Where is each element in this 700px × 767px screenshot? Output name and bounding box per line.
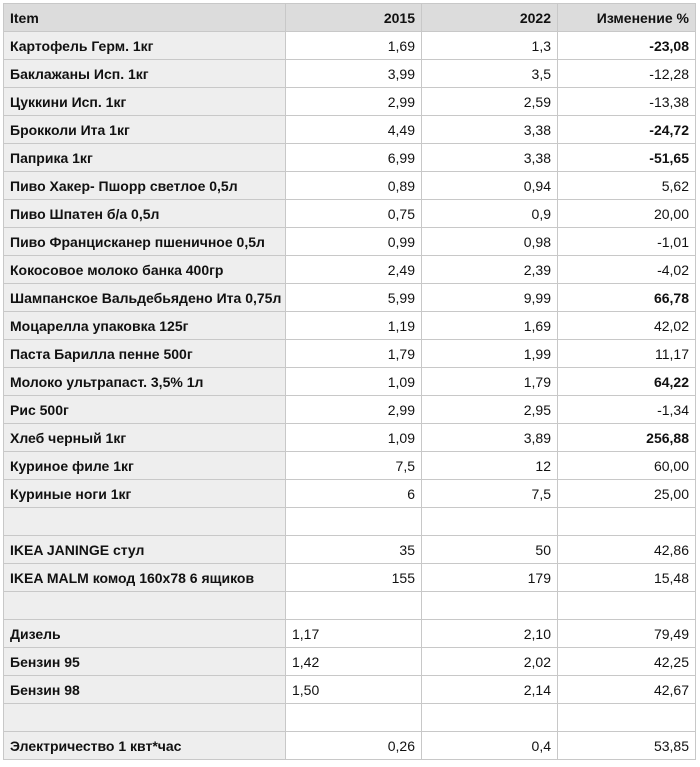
value-2015-cell[interactable]: 155	[286, 564, 422, 592]
header-row	[4, 4, 696, 32]
value-2022-cell[interactable]: 2,39	[422, 256, 558, 284]
item-cell[interactable]: Куриное филе 1кг	[4, 452, 286, 480]
change-cell[interactable]: 42,25	[558, 648, 696, 676]
change-cell[interactable]: -13,38	[558, 88, 696, 116]
item-cell[interactable]: Паприка 1кг	[4, 144, 286, 172]
table-row	[4, 256, 696, 284]
table-row	[4, 648, 696, 676]
empty-cell[interactable]	[558, 592, 696, 620]
value-2015-cell[interactable]: 0,89	[286, 172, 422, 200]
change-cell[interactable]: 5,62	[558, 172, 696, 200]
change-cell[interactable]: -51,65	[558, 144, 696, 172]
table-row	[4, 116, 696, 144]
table-row	[4, 340, 696, 368]
table-row	[4, 676, 696, 704]
empty-cell[interactable]	[4, 704, 286, 732]
price-table	[3, 3, 696, 760]
item-cell[interactable]: IKEA JANINGE стул	[4, 536, 286, 564]
change-cell[interactable]: -24,72	[558, 116, 696, 144]
table-row	[4, 564, 696, 592]
change-cell[interactable]: 25,00	[558, 480, 696, 508]
value-2022-cell[interactable]: 9,99	[422, 284, 558, 312]
empty-cell[interactable]	[422, 592, 558, 620]
change-cell[interactable]: 11,17	[558, 340, 696, 368]
value-2015-cell[interactable]: 4,49	[286, 116, 422, 144]
table-row	[4, 620, 696, 648]
item-cell[interactable]: Куриные ноги 1кг	[4, 480, 286, 508]
value-2022-cell[interactable]: 1,69	[422, 312, 558, 340]
value-2022-cell[interactable]: 12	[422, 452, 558, 480]
value-2022-cell[interactable]: 2,59	[422, 88, 558, 116]
change-cell[interactable]: 79,49	[558, 620, 696, 648]
table-row	[4, 536, 696, 564]
value-2022-cell[interactable]: 50	[422, 536, 558, 564]
item-cell[interactable]: Бензин 98	[4, 676, 286, 704]
change-cell[interactable]: 42,02	[558, 312, 696, 340]
header-2015[interactable]: 2015	[286, 4, 422, 32]
value-2022-cell[interactable]: 2,14	[422, 676, 558, 704]
value-2015-cell[interactable]: 3,99	[286, 60, 422, 88]
value-2015-cell[interactable]: 1,09	[286, 424, 422, 452]
item-cell[interactable]: Паста Барилла пенне 500г	[4, 340, 286, 368]
value-2022-cell[interactable]: 0,94	[422, 172, 558, 200]
table-row	[4, 284, 696, 312]
empty-cell[interactable]	[558, 704, 696, 732]
table-row	[4, 424, 696, 452]
change-cell[interactable]: 42,86	[558, 536, 696, 564]
item-cell[interactable]: Пиво Хакер- Пшорр светлое 0,5л	[4, 172, 286, 200]
empty-cell[interactable]	[286, 704, 422, 732]
value-2022-cell[interactable]: 2,10	[422, 620, 558, 648]
value-2022-cell[interactable]: 3,38	[422, 144, 558, 172]
value-2015-cell[interactable]: 6,99	[286, 144, 422, 172]
item-cell[interactable]: Электричество 1 квт*час	[4, 732, 286, 760]
value-2022-cell[interactable]: 0,98	[422, 228, 558, 256]
value-2015-cell[interactable]: 1,19	[286, 312, 422, 340]
header-2022[interactable]: 2022	[422, 4, 558, 32]
item-cell[interactable]: Рис 500г	[4, 396, 286, 424]
item-cell[interactable]: Баклажаны Исп. 1кг	[4, 60, 286, 88]
change-cell[interactable]: 60,00	[558, 452, 696, 480]
value-2022-cell[interactable]: 1,99	[422, 340, 558, 368]
table-row	[4, 732, 696, 760]
table-row	[4, 368, 696, 396]
item-cell[interactable]: Шампанское Вальдебьядено Ита 0,75л	[4, 284, 286, 312]
change-cell[interactable]: 15,48	[558, 564, 696, 592]
value-2015-cell[interactable]: 0,99	[286, 228, 422, 256]
item-cell[interactable]: Брокколи Ита 1кг	[4, 116, 286, 144]
empty-cell[interactable]	[4, 508, 286, 536]
table-row	[4, 60, 696, 88]
value-2015-cell[interactable]: 7,5	[286, 452, 422, 480]
value-2015-cell[interactable]: 2,49	[286, 256, 422, 284]
header-change[interactable]: Изменение %	[558, 4, 696, 32]
table-row	[4, 88, 696, 116]
value-2015-cell[interactable]: 35	[286, 536, 422, 564]
item-cell[interactable]: IKEA MALM комод 160x78 6 ящиков	[4, 564, 286, 592]
value-2015-cell[interactable]: 1,42	[286, 648, 422, 676]
item-cell[interactable]: Картофель Герм. 1кг	[4, 32, 286, 60]
item-cell[interactable]: Цуккини Исп. 1кг	[4, 88, 286, 116]
value-2022-cell[interactable]: 3,38	[422, 116, 558, 144]
value-2022-cell[interactable]: 1,79	[422, 368, 558, 396]
value-2015-cell[interactable]: 2,99	[286, 88, 422, 116]
value-2015-cell[interactable]: 0,26	[286, 732, 422, 760]
value-2022-cell[interactable]: 3,5	[422, 60, 558, 88]
empty-cell[interactable]	[422, 508, 558, 536]
item-cell[interactable]: Кокосовое молоко банка 400гр	[4, 256, 286, 284]
empty-row	[4, 592, 696, 620]
header-item[interactable]: Item	[4, 4, 286, 32]
item-cell[interactable]: Хлеб черный 1кг	[4, 424, 286, 452]
value-2022-cell[interactable]: 2,95	[422, 396, 558, 424]
empty-cell[interactable]	[286, 592, 422, 620]
empty-cell[interactable]	[558, 508, 696, 536]
value-2015-cell[interactable]: 1,09	[286, 368, 422, 396]
value-2022-cell[interactable]: 1,3	[422, 32, 558, 60]
value-2015-cell[interactable]: 0,75	[286, 200, 422, 228]
change-cell[interactable]: -4,02	[558, 256, 696, 284]
value-2022-cell[interactable]: 179	[422, 564, 558, 592]
value-2022-cell[interactable]: 7,5	[422, 480, 558, 508]
empty-cell[interactable]	[422, 704, 558, 732]
change-cell[interactable]: 66,78	[558, 284, 696, 312]
change-cell[interactable]: 256,88	[558, 424, 696, 452]
table-row	[4, 480, 696, 508]
item-cell[interactable]: Пиво Францисканер пшеничное 0,5л	[4, 228, 286, 256]
value-2015-cell[interactable]: 6	[286, 480, 422, 508]
value-2015-cell[interactable]: 1,69	[286, 32, 422, 60]
change-cell[interactable]: -23,08	[558, 32, 696, 60]
change-cell[interactable]: 64,22	[558, 368, 696, 396]
value-2022-cell[interactable]: 2,02	[422, 648, 558, 676]
item-cell[interactable]: Бензин 95	[4, 648, 286, 676]
empty-cell[interactable]	[4, 592, 286, 620]
value-2015-cell[interactable]: 1,50	[286, 676, 422, 704]
value-2015-cell[interactable]: 2,99	[286, 396, 422, 424]
value-2022-cell[interactable]: 3,89	[422, 424, 558, 452]
change-cell[interactable]: 20,00	[558, 200, 696, 228]
empty-row	[4, 508, 696, 536]
item-cell[interactable]: Моцарелла упаковка 125г	[4, 312, 286, 340]
table-row	[4, 144, 696, 172]
table-row	[4, 200, 696, 228]
empty-row	[4, 704, 696, 732]
change-cell[interactable]: 53,85	[558, 732, 696, 760]
table-row	[4, 228, 696, 256]
item-cell[interactable]: Молоко ультрапаст. 3,5% 1л	[4, 368, 286, 396]
table-row	[4, 452, 696, 480]
table-row	[4, 312, 696, 340]
item-cell[interactable]: Пиво Шпатен б/а 0,5л	[4, 200, 286, 228]
value-2015-cell[interactable]: 1,17	[286, 620, 422, 648]
change-cell[interactable]: 42,67	[558, 676, 696, 704]
table-row	[4, 172, 696, 200]
value-2015-cell[interactable]: 5,99	[286, 284, 422, 312]
change-cell[interactable]: -1,01	[558, 228, 696, 256]
value-2022-cell[interactable]: 0,9	[422, 200, 558, 228]
change-cell[interactable]: -1,34	[558, 396, 696, 424]
table-row	[4, 396, 696, 424]
empty-cell[interactable]	[286, 508, 422, 536]
change-cell[interactable]: -12,28	[558, 60, 696, 88]
value-2015-cell[interactable]: 1,79	[286, 340, 422, 368]
value-2022-cell[interactable]: 0,4	[422, 732, 558, 760]
item-cell[interactable]: Дизель	[4, 620, 286, 648]
table-row	[4, 32, 696, 60]
